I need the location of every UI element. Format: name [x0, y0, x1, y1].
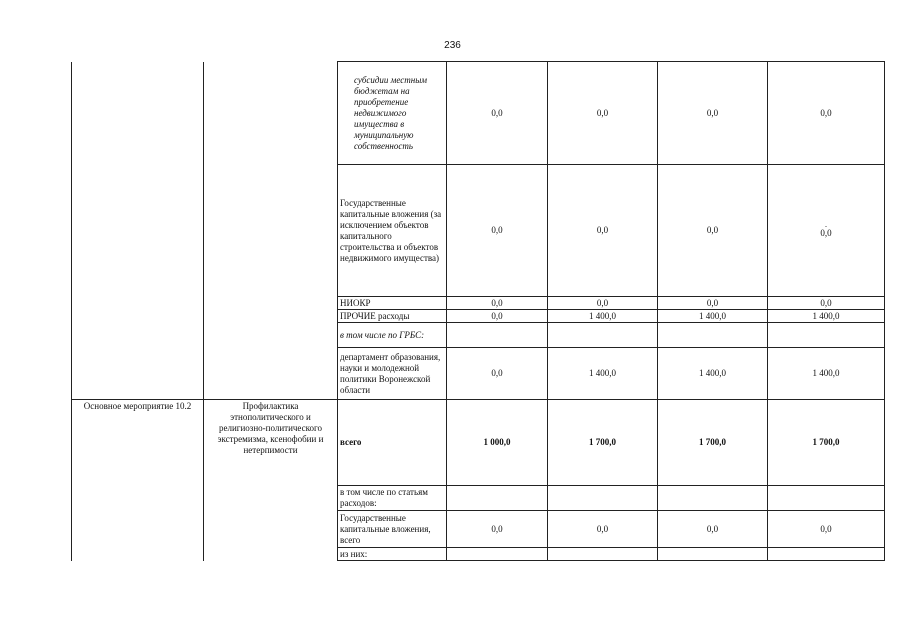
value-cell: 0,0 — [447, 348, 548, 400]
value-cell: 1 700,0 — [658, 400, 768, 486]
measure-title: Профилактика этнополитического и религиозно-политического экстремизма, ксенофобии и нетерпимости — [204, 400, 338, 486]
value-cell: 0,0 — [447, 297, 548, 310]
table-row — [72, 511, 885, 548]
budget-table — [71, 61, 885, 561]
measure-name-cell — [72, 62, 204, 165]
value-cell: 0,0 — [548, 297, 658, 310]
value-cell: 1 400,0 — [658, 348, 768, 400]
value-cell: 0,0 — [768, 297, 885, 310]
table-row — [72, 348, 885, 400]
value-cell: 0,0 — [658, 62, 768, 165]
value-cell: 0,0 — [658, 297, 768, 310]
value-cell: 1 400,0 — [548, 348, 658, 400]
row-label: всего — [338, 400, 447, 486]
value-cell: 0,0 — [768, 62, 885, 165]
row-label: Государственные капитальные вложения (за исключением объектов капитального строительства и объектов недвижимого имущества) — [338, 165, 447, 297]
value-cell — [768, 548, 885, 561]
row-label: в том числе по статьям расходов: — [338, 486, 447, 511]
value-cell — [768, 486, 885, 511]
value-cell — [658, 548, 768, 561]
value-cell: 0,0 — [447, 310, 548, 323]
value-cell — [658, 323, 768, 348]
row-label: департамент образования, науки и молодежной политики Воронежской области — [338, 348, 447, 400]
value-cell — [548, 486, 658, 511]
value-cell: 0,0 — [658, 165, 768, 297]
value-cell: 0,0 — [447, 62, 548, 165]
value-cell: 1 400,0 — [548, 310, 658, 323]
row-label: ПРОЧИЕ расходы — [338, 310, 447, 323]
row-label: НИОКР — [338, 297, 447, 310]
table-row — [72, 400, 885, 486]
stray-mark: . — [825, 220, 827, 229]
value-cell: 1 400,0 — [658, 310, 768, 323]
row-label: субсидии местным бюджетам на приобретение недвижимого имущества в муниципальную собственность — [338, 62, 447, 165]
row-label: из них: — [338, 548, 447, 561]
value-cell — [548, 548, 658, 561]
value-cell: 1 700,0 — [548, 400, 658, 486]
table-row — [72, 165, 885, 297]
value-cell — [447, 323, 548, 348]
measure-name: Основное мероприятие 10.2 — [72, 400, 204, 486]
value-cell — [768, 323, 885, 348]
value-cell — [447, 548, 548, 561]
page-number: 236 — [444, 40, 461, 51]
value-cell: 0,0 — [548, 62, 658, 165]
value-cell: 0,0 — [447, 511, 548, 548]
value-cell: 0,0 — [768, 511, 885, 548]
value-cell: 0,0 — [447, 165, 548, 297]
value-cell: 0,0 — [548, 165, 658, 297]
row-label: в том числе по ГРБС: — [338, 323, 447, 348]
value-cell-with-mark — [768, 165, 885, 297]
table-row — [72, 323, 885, 348]
value-cell: 1 400,0 — [768, 348, 885, 400]
row-label: Государственные капитальные вложения, всего — [338, 511, 447, 548]
value-cell: 0,0 — [548, 511, 658, 548]
value-cell: 1 000,0 — [447, 400, 548, 486]
table-row — [72, 310, 885, 323]
table-row — [72, 297, 885, 310]
table-row — [72, 486, 885, 511]
table-row — [72, 62, 885, 165]
value-cell: 0,0 — [658, 511, 768, 548]
value-text: 0,0 — [820, 228, 832, 238]
value-cell — [447, 486, 548, 511]
value-cell — [548, 323, 658, 348]
value-cell — [658, 486, 768, 511]
table-row — [72, 548, 885, 561]
measure-title-cell — [204, 62, 338, 165]
value-cell: 1 400,0 — [768, 310, 885, 323]
value-cell: 1 700,0 — [768, 400, 885, 486]
